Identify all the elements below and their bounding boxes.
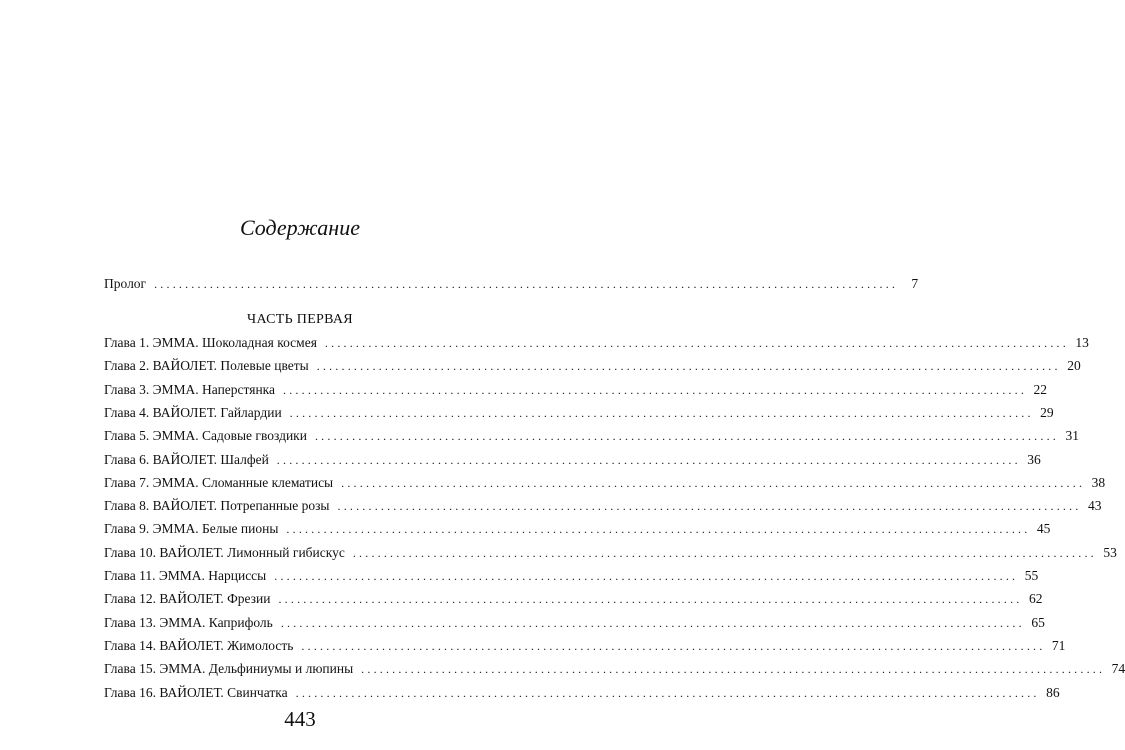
dot-leader: ........................................................................................................................ (280, 615, 1025, 630)
toc-entry-chapter (104, 519, 1051, 539)
entry-page-number: 20 (1067, 358, 1081, 374)
entry-label: Глава 8. ВАЙОЛЕТ. Потрепанные розы (104, 498, 330, 514)
entry-label: Глава 6. ВАЙОЛЕТ. Шалфей (104, 451, 269, 467)
dot-leader: ........................................................................................................................ (352, 545, 1097, 560)
entry-page-number: 53 (1103, 544, 1117, 560)
entry-label: Глава 2. ВАЙОЛЕТ. Полевые цветы (104, 358, 309, 374)
entry-page-number: 55 (1024, 568, 1039, 583)
entry-page-number: 45 (1036, 521, 1051, 537)
entry-label: Глава 9. ЭММА. Белые пионы (104, 521, 279, 537)
toc-entry-chapter (104, 450, 1041, 470)
entry-page-number: 29 (1040, 404, 1054, 420)
toc-entry-chapter (104, 589, 1043, 609)
toc-entry-chapter (104, 403, 1054, 423)
toc-entry-chapter (104, 613, 1045, 633)
entry-page-number: 43 (1088, 498, 1102, 514)
dot-leader: ........................................................................................................................ (295, 685, 1040, 700)
entry-page-number: 65 (1031, 614, 1045, 630)
entry-label: Пролог (104, 276, 147, 291)
dot-leader: ........................................................................................................................ (341, 475, 1086, 490)
part-heading: ЧАСТЬ ПЕРВАЯ (247, 312, 353, 327)
dot-leader: ........................................................................................................................ (316, 359, 1061, 374)
toc-entry-chapter (104, 543, 1117, 563)
toc-entry-chapter (104, 659, 1125, 679)
toc-entry-chapter (104, 496, 1102, 516)
toc-entry-chapter (104, 333, 1089, 353)
dot-leader: ........................................................................................................................ (283, 382, 1028, 397)
toc-entry-prologue (104, 274, 919, 294)
entry-label: Глава 10. ВАЙОЛЕТ. Лимонный гибискус (104, 544, 345, 560)
dot-leader: ........................................................................................................................ (337, 499, 1082, 514)
entry-page-number: 13 (1075, 335, 1089, 350)
entry-label: Глава 13. ЭММА. Каприфоль (104, 614, 273, 630)
entry-label: Глава 11. ЭММА. Нарциссы (104, 568, 267, 583)
dot-leader: ........................................................................................................................ (274, 569, 1019, 583)
page-number: 443 (284, 707, 316, 731)
toc-entry-chapter (104, 380, 1048, 400)
entry-label: Глава 1. ЭММА. Шоколадная космея (104, 335, 317, 350)
entry-page-number: 36 (1027, 451, 1041, 467)
entry-page-number: 22 (1033, 381, 1048, 397)
entry-label: Глава 7. ЭММА. Сломанные клематисы (104, 474, 334, 490)
dot-leader: ........................................................................................................................ (278, 592, 1023, 607)
toc-entry-chapter (104, 636, 1066, 656)
entry-page-number: 31 (1065, 428, 1079, 444)
entry-page-number: 38 (1091, 474, 1106, 490)
entry-page-number: 71 (1051, 637, 1066, 653)
toc-entry-chapter (104, 566, 1039, 586)
entry-page-number: 7 (911, 276, 919, 291)
toc-title: Содержание (239, 215, 360, 240)
dot-leader: ........................................................................................................................ (286, 522, 1031, 537)
entry-label: Глава 5. ЭММА. Садовые гвоздики (104, 428, 307, 444)
entry-label: Глава 16. ВАЙОЛЕТ. Свинчатка (104, 684, 288, 700)
toc-entry-chapter (104, 426, 1079, 446)
dot-leader: ........................................................................................................................ (361, 662, 1106, 677)
entry-label: Глава 4. ВАЙОЛЕТ. Гайлардии (104, 404, 282, 420)
toc-entry-chapter (104, 473, 1106, 493)
entry-label: Глава 15. ЭММА. Дельфиниумы и люпины (104, 661, 354, 677)
dot-leader: ........................................................................................................................ (276, 452, 1021, 467)
entry-page-number: 62 (1028, 591, 1043, 607)
entry-label: Глава 14. ВАЙОЛЕТ. Жимолость (104, 637, 294, 653)
dot-leader: ........................................................................................................................ (154, 277, 899, 291)
toc-entry-chapter (104, 683, 1060, 703)
entry-label: Глава 12. ВАЙОЛЕТ. Фрезии (104, 591, 271, 607)
entry-page-number: 74 (1111, 661, 1125, 677)
toc-entry-chapter (104, 356, 1081, 376)
dot-leader: ........................................................................................................................ (324, 336, 1069, 350)
dot-leader: ........................................................................................................................ (314, 429, 1059, 444)
entry-page-number: 86 (1046, 684, 1060, 700)
dot-leader: ........................................................................................................................ (301, 638, 1046, 653)
dot-leader: ........................................................................................................................ (289, 405, 1034, 420)
entry-label: Глава 3. ЭММА. Наперстянка (104, 381, 276, 397)
